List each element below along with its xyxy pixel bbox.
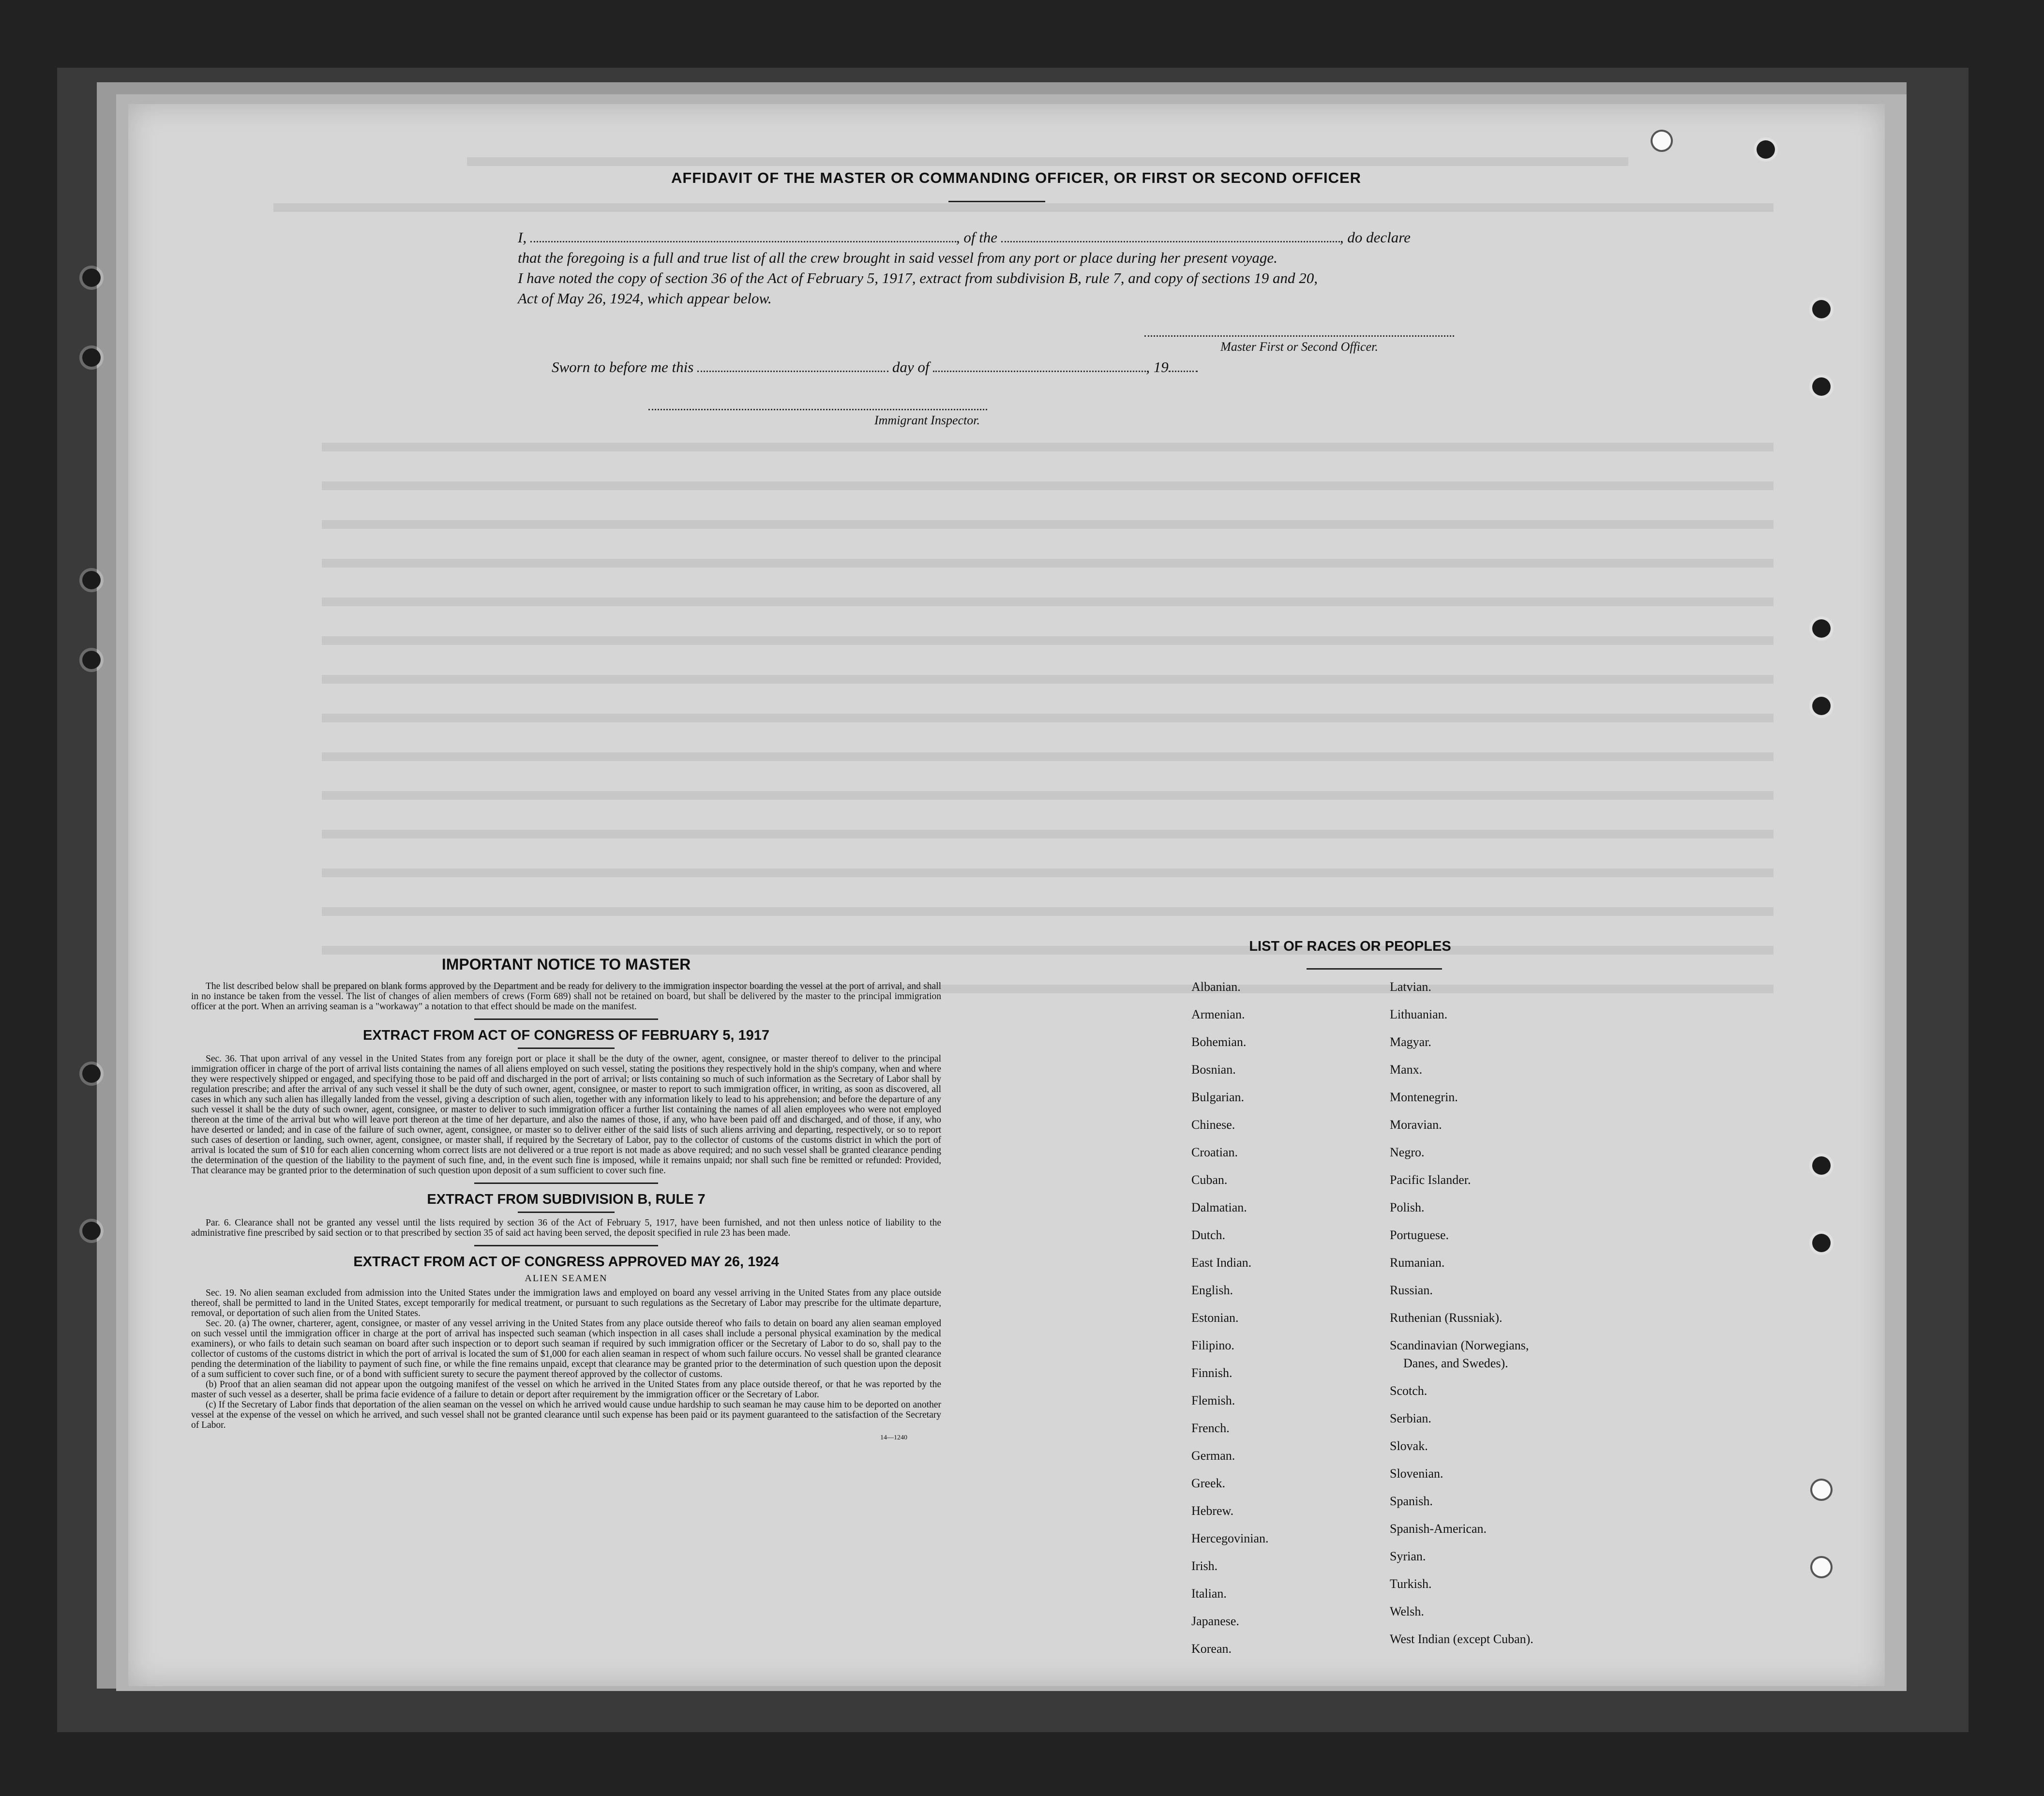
race-item: Montenegrin.	[1390, 1090, 1458, 1104]
race-item: Welsh.	[1390, 1604, 1424, 1618]
affidavit-do-declare: , do declare	[1339, 229, 1411, 246]
binder-hole	[1653, 132, 1671, 150]
sworn-line	[552, 357, 1471, 377]
races-right-column	[1390, 980, 1533, 1660]
extract-1924-title: EXTRACT FROM ACT OF CONGRESS APPROVED MAY 26, 1924	[353, 1254, 779, 1270]
race-item: Magyar.	[1390, 1035, 1431, 1049]
extract-1924-sec19: Sec. 19. No alien seaman excluded from admission into the United States under the immigration laws and employed on board any vessel arriving in the United States from any place outside thereof, shall be permitted to land in the United States, except temporarily for medical treatment, or pursuant to such regulations as the Secretary of Labor may prescribe for the ultimate departure, removal, or deportation of such alien from the United States.	[191, 1288, 941, 1318]
binder-hole	[82, 571, 101, 589]
races-title-rule	[1307, 968, 1442, 970]
race-item: Negro.	[1390, 1145, 1425, 1159]
race-item: German.	[1191, 1449, 1235, 1463]
section-rule	[518, 1212, 615, 1213]
race-item: East Indian.	[1191, 1256, 1252, 1270]
affidavit-line-3: I have noted the copy of section 36 of the Act of February 5, 1917, extract from subdivision B, rule 7, and copy of sections 19 and 20,	[518, 269, 1318, 286]
section-rule	[474, 1182, 658, 1184]
extract-1924-sec20c: (c) If the Secretary of Labor finds that deportation of the alien seaman on the vessel on which he arrived would cause undue hardship to such seaman he may cause him to be deported on another vessel at the expense of the vessel on which he arrived, and such vessel shall not be granted clearance until such expense has been paid or its payment guaranteed to the satisfaction of the Secretary of Labor.	[191, 1400, 941, 1430]
race-item: Croatian.	[1191, 1145, 1238, 1159]
section-rule	[474, 1018, 658, 1020]
sworn-year-prefix: , 19	[1146, 359, 1169, 375]
race-item: Bosnian.	[1191, 1063, 1236, 1077]
race-item: Scandinavian (Norwegians,	[1390, 1338, 1529, 1352]
affidavit-line-2: that the foregoing is a full and true list of all the crew brought in said vessel from any port or place during her present voyage.	[518, 249, 1278, 266]
race-item: Spanish.	[1390, 1494, 1433, 1508]
title-rule	[948, 201, 1045, 202]
binder-hole	[82, 1222, 101, 1240]
binder-hole	[1812, 1234, 1831, 1252]
extract-1917-body: Sec. 36. That upon arrival of any vessel in the United States from any foreign port or place it shall be the duty of the owner, agent, consignee, or master thereof to deliver to the principal immigration officer in charge of the port of arrival lists containing the names of all aliens employed on such vessel, stating the positions they respectively hold in the ship's company, when and where they were respectively shipped or engaged, and specifying those to be paid off and discharged in the port of arrival; or lists containing so much of such information as the Secretary of Labor shall by regulation prescribe; and after the arrival of any such vessel it shall be the duty of such owner, agent, consignee, or master to report to such immigration officer, in writing, as soon as discovered, all cases in which any such alien has illegally landed from the vessel, giving a description of such alien, together with any information likely to lead to his apprehension; and before the departure of any such vessel it shall be the duty of such owner, agent, consignee, or master to deliver to such immigration officer a further list containing the names of all alien employees who were not employed thereon at the time of the arrival but who will leave port thereon at the time of her departure, and also the names of those, if any, who have been paid off and discharged, and of those, if any, who have deserted or landed; and in case of the failure of such owner, agent, consignee, or master so to deliver either of the said lists of such aliens arriving and departing, respectively, or so to report such cases of desertion or landing, such owner, agent, consignee, or master shall, if required by the Secretary of Labor, pay to the collector of customs of the customs district in which the port of arrival is located the sum of $10 for each alien concerning whom correct lists are not delivered or a true report is not made as above required; and no such vessel shall be granted clearance pending the determination of the question of the liability to the payment of such fine, and, in the event such fine is imposed, while it remains unpaid; nor shall such fine be remitted or refunded: Provided, That clearance may be granted prior to the determination of such question upon deposit of a sum sufficient to cover such fine.	[191, 1054, 941, 1176]
binder-hole	[1812, 697, 1831, 715]
race-item: Syrian.	[1390, 1549, 1426, 1563]
race-item: Polish.	[1390, 1200, 1425, 1214]
race-item: Russian.	[1390, 1283, 1433, 1297]
extract-1924-sec20a: Sec. 20. (a) The owner, charterer, agent, consignee, or master of any vessel arriving in the United States from any place outside thereof who fails to detain on board any alien seaman employed on such vessel until the immigration officer in charge at the port of arrival has inspected such seaman (which inspection in all cases shall include a personal physical examination by the medical examiners), or who fails to detain such seaman on board after such inspection or to deport such seaman if required by such immigration officer or the Secretary of Labor to do so, shall pay to the collector of customs of the customs district in which the port of arrival is located the sum of $1,000 for each alien seaman in respect of whom such failure occurs. No vessel shall be granted clearance pending the determination of the liability to payment of such fine, or while the fine remains unpaid, except that clearance may be granted prior to the determination of such question upon the deposit of a sum sufficient to cover such fine, or of a bond with sufficient surety to secure the payment thereof approved by the collector of customs.	[191, 1318, 941, 1379]
notices-column	[191, 956, 941, 1442]
sworn-day-of: day of	[892, 359, 930, 375]
race-item: Manx.	[1390, 1063, 1423, 1077]
binder-hole	[1812, 1481, 1831, 1499]
form-number: 14—1240	[880, 1434, 907, 1441]
race-item: Flemish.	[1191, 1393, 1235, 1407]
race-item: Moravian.	[1390, 1118, 1442, 1132]
binder-hole	[1812, 1558, 1831, 1576]
affidavit-i: I,	[518, 229, 527, 246]
race-item: Hercegovinian.	[1191, 1531, 1269, 1545]
race-item: Greek.	[1191, 1476, 1226, 1490]
race-item: Japanese.	[1191, 1614, 1239, 1628]
alien-seamen-subtitle: ALIEN SEAMEN	[525, 1273, 608, 1284]
race-item: Slovak.	[1390, 1439, 1428, 1453]
affidavit-of-the: , of the	[956, 229, 998, 246]
affidavit-line-4: Act of May 26, 1924, which appear below.	[518, 290, 772, 307]
race-item: Lithuanian.	[1390, 1007, 1448, 1021]
sworn-day-blank[interactable]	[697, 359, 888, 372]
race-item: Bohemian.	[1191, 1035, 1247, 1049]
race-item: Irish.	[1191, 1559, 1218, 1573]
form-page	[128, 104, 1885, 1686]
race-item: Scotch.	[1390, 1384, 1428, 1398]
race-item: Albanian.	[1191, 980, 1241, 994]
sworn-prefix: Sworn to before me this	[552, 359, 694, 375]
race-item: Hebrew.	[1191, 1504, 1234, 1518]
affidavit-body	[518, 227, 1437, 309]
race-item: Ruthenian (Russniak).	[1390, 1311, 1503, 1325]
extract-1924-sec20b: (b) Proof that an alien seaman did not appear upon the outgoing manifest of the vessel on which he arrived in the United States from any place outside thereof, or that he was reported by the master of such vessel as a deserter, shall be prima facie evidence of a failure to detain or deport after requirement by the immigration officer or the Secretary of Labor.	[191, 1379, 941, 1400]
name-blank[interactable]	[530, 229, 956, 242]
race-item: Bulgarian.	[1191, 1090, 1245, 1104]
extract-rule7-title: EXTRACT FROM SUBDIVISION B, RULE 7	[427, 1192, 706, 1207]
binder-hole	[82, 269, 101, 287]
race-item: Filipino.	[1191, 1338, 1234, 1352]
binder-hole	[1812, 619, 1831, 638]
race-item: Latvian.	[1390, 980, 1431, 994]
race-item: Rumanian.	[1390, 1256, 1445, 1270]
affidavit-title: AFFIDAVIT OF THE MASTER OR COMMANDING OFFICER, OR FIRST OR SECOND OFFICER	[671, 169, 1362, 186]
binder-hole	[1757, 140, 1775, 159]
affidavit-line-1	[518, 227, 1437, 248]
race-item: Spanish-American.	[1390, 1522, 1487, 1536]
vessel-blank[interactable]	[1001, 229, 1340, 242]
race-item: Portuguese.	[1390, 1228, 1449, 1242]
race-item-continued: Danes, and Swedes).	[1403, 1356, 1508, 1370]
race-item: Dutch.	[1191, 1228, 1226, 1242]
race-item: Chinese.	[1191, 1118, 1235, 1132]
race-item: Serbian.	[1390, 1411, 1431, 1425]
race-item: Turkish.	[1390, 1577, 1432, 1591]
master-signature-caption: Master First or Second Officer.	[1144, 335, 1454, 354]
binder-hole	[1812, 377, 1831, 396]
binder-hole	[82, 651, 101, 669]
section-rule	[518, 1048, 615, 1049]
race-item: Korean.	[1191, 1642, 1232, 1656]
bleed-through-ghost	[128, 104, 1885, 1686]
sworn-year-blank[interactable]	[1169, 359, 1198, 372]
binder-hole	[82, 1064, 101, 1083]
race-item: Cuban.	[1191, 1173, 1228, 1187]
race-item: Pacific Islander.	[1390, 1173, 1471, 1187]
races-left-column	[1191, 980, 1269, 1669]
master-signature-block	[1144, 335, 1454, 354]
inspector-signature-block	[648, 409, 987, 428]
race-item: Finnish.	[1191, 1366, 1232, 1380]
race-item: French.	[1191, 1421, 1230, 1435]
notice-body: The list described below shall be prepared on blank forms approved by the Department and be ready for delivery to the immigration inspector boarding the vessel at the port of arrival, and shall in no instance be taken from the vessel. The list of changes of alien members of crews (Form 689) shall not be retained on board, but shall be delivered by the master to the principal immigration officer at the port. When an arriving seaman is a "workaway" a notation to that effect should be made on the manifest.	[191, 981, 941, 1012]
races-title: LIST OF RACES OR PEOPLES	[1249, 939, 1451, 954]
race-item: English.	[1191, 1283, 1233, 1297]
race-item: West Indian (except Cuban).	[1390, 1632, 1533, 1646]
binder-hole	[82, 348, 101, 367]
binder-hole	[1812, 1156, 1831, 1175]
race-item: Slovenian.	[1390, 1467, 1443, 1481]
race-item: Estonian.	[1191, 1311, 1239, 1325]
section-rule	[474, 1245, 658, 1246]
notice-title: IMPORTANT NOTICE TO MASTER	[441, 956, 691, 973]
extract-rule7-body: Par. 6. Clearance shall not be granted any vessel until the lists required by section 36 of the Act of February 5, 1917, have been furnished, and not then unless notice of liability to the administrative fine prescribed by said section or to that prescribed by section 35 of said act having been served, the deposit specified in rule 23 has been made.	[191, 1218, 941, 1238]
inspector-signature-caption: Immigrant Inspector.	[648, 409, 987, 428]
race-item: Armenian.	[1191, 1007, 1245, 1021]
race-item: Dalmatian.	[1191, 1200, 1247, 1214]
extract-1917-title: EXTRACT FROM ACT OF CONGRESS OF FEBRUARY 5, 1917	[362, 1028, 770, 1043]
sworn-month-blank[interactable]	[933, 359, 1146, 372]
race-item: Italian.	[1191, 1586, 1227, 1601]
binder-hole	[1812, 300, 1831, 318]
